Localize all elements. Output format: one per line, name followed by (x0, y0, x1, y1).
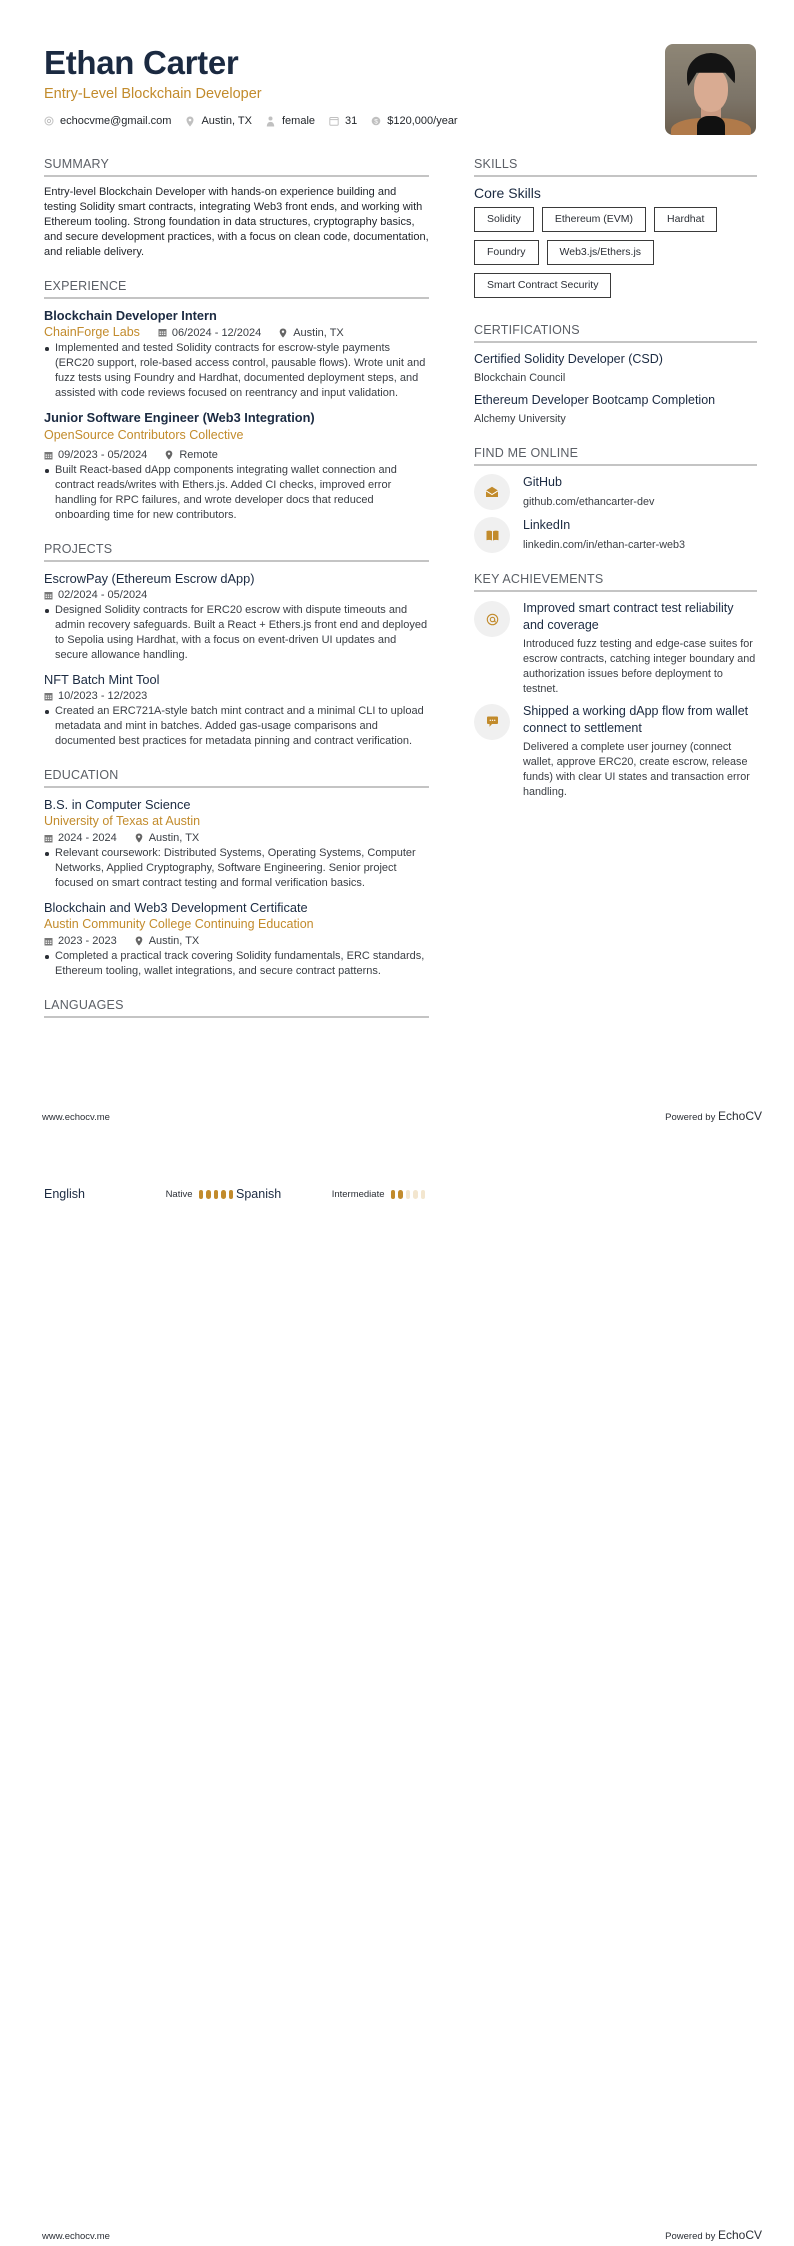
page-footer (42, 2228, 762, 2242)
section-heading: CERTIFICATIONS (474, 322, 757, 343)
section-heading: SKILLS (474, 156, 757, 177)
skill-chip: Ethereum (EVM) (542, 207, 646, 232)
job-dates: 06/2024 - 12/2024 (158, 325, 261, 341)
section-heading: KEY ACHIEVEMENTS (474, 571, 757, 592)
achievement-desc: Introduced fuzz testing and edge-case suites for escrow contracts, catching integer boundary and authorization issues before deployment to testnet. (523, 638, 756, 695)
section-heading: FIND ME ONLINE (474, 445, 757, 466)
company-name: OpenSource Contributors Collective (44, 428, 244, 442)
footer-powered-by: Powered by EchoCV (665, 1109, 762, 1123)
candidate-title: Entry-Level Blockchain Developer (44, 86, 262, 102)
project-name: NFT Batch Mint Tool (44, 672, 160, 687)
language-item (44, 1187, 236, 1201)
footer-brand[interactable]: EchoCV (717, 1109, 762, 1123)
section-heading: SUMMARY (44, 156, 429, 177)
online-github[interactable] (474, 474, 757, 510)
chat-bubble-icon (474, 704, 510, 740)
at-icon (44, 116, 54, 126)
language-name: Spanish (236, 1187, 282, 1201)
online-linkedin[interactable] (474, 517, 757, 553)
location-pin-icon (185, 116, 195, 126)
skill-chip: Hardhat (654, 207, 717, 232)
language-level: Native (165, 1188, 193, 1200)
project-entry (44, 570, 429, 663)
contact-gender (266, 115, 315, 127)
education-dates: 2023 - 2023 (44, 933, 117, 949)
job-title: Junior Software Engineer (Web3 Integration) (44, 410, 315, 425)
skill-chip: Web3.js/Ethers.js (547, 240, 655, 265)
project-dates: 10/2023 - 12/2023 (44, 688, 147, 704)
online-site-name: LinkedIn (523, 518, 571, 532)
calendar-icon (44, 834, 53, 843)
at-icon (474, 601, 510, 637)
svg-text:$: $ (374, 118, 379, 126)
left-column (44, 156, 429, 1036)
envelope-icon (474, 474, 510, 510)
contact-location-text: Austin, TX (201, 115, 252, 127)
language-name: English (44, 1187, 85, 1201)
certification-name: Certified Solidity Developer (CSD) (474, 352, 663, 366)
project-dates: 02/2024 - 05/2024 (44, 587, 147, 603)
calendar-icon (44, 692, 53, 701)
education-location: Austin, TX (135, 830, 200, 846)
experience-section (44, 278, 429, 523)
languages-section (44, 997, 429, 1018)
education-bullets: Completed a practical track covering Solidity fundamentals, ERC standards, Ethereum tooling, wallet integrations, and secure contract patterns. (44, 949, 429, 979)
location-pin-icon (135, 936, 144, 946)
achievements-section (474, 571, 757, 800)
school-name: University of Texas at Austin (44, 814, 201, 828)
book-icon (474, 517, 510, 553)
job-title: Blockchain Developer Intern (44, 308, 217, 323)
profile-photo (665, 44, 756, 135)
candidate-name: Ethan Carter (44, 44, 239, 81)
certification-name: Ethereum Developer Bootcamp Completion (474, 393, 716, 407)
certification-item (474, 351, 757, 386)
achievement-item (474, 600, 757, 697)
job-dates: 09/2023 - 05/2024 (44, 447, 147, 463)
contact-email[interactable] (44, 115, 171, 127)
skills-section (474, 156, 757, 306)
job-bullets: Built React-based dApp components integrating wallet connection and contract reads/writes with Ethers.js. Added CI checks, improved error handling for RPC failures, and wrote developer docs that reduced onboarding time for new contributors. (44, 463, 429, 523)
contact-salary-text: $120,000/year (387, 115, 458, 127)
summary-text: Entry-level Blockchain Developer with hands-on experience building and testing Solidity smart contracts, integrating Web3 front ends, and working with Ethereum tooling. Strong foundation in data structures, cryptography basics, and secure development practices, with a focus on clean code, documentation, and reliable delivery. (44, 186, 429, 258)
dollar-icon (371, 116, 381, 126)
education-bullets: Relevant coursework: Distributed Systems, Operating Systems, Computer Networks, Applied Cryptography, Software Engineering. Senior project focused on smart contract testing and formal verification basics. (44, 846, 429, 891)
language-item (236, 1187, 428, 1201)
company-name: ChainForge Labs (44, 325, 140, 339)
skill-chip: Foundry (474, 240, 539, 265)
footer-powered-by: Powered by EchoCV (665, 2228, 762, 2242)
contact-email-text: echocvme@gmail.com (60, 115, 172, 127)
calendar-icon (44, 937, 53, 946)
skill-chips (474, 207, 757, 306)
summary-section (44, 156, 429, 260)
page-footer (42, 1109, 762, 1123)
contact-row (44, 115, 644, 127)
location-pin-icon (135, 833, 144, 843)
online-site-name: GitHub (523, 475, 562, 489)
section-heading: PROJECTS (44, 541, 429, 562)
project-bullets: Designed Solidity contracts for ERC20 escrow with dispute timeouts and admin recovery safeguards. Built a React + Ethers.js front end and deployed to Sepolia using Hardhat, with a focus on event-driven UI updates and secure allowance handling. (44, 603, 429, 663)
skill-chip: Smart Contract Security (474, 273, 611, 298)
person-icon (266, 116, 276, 126)
language-proficiency-dots (391, 1190, 429, 1199)
education-section (44, 767, 429, 979)
section-heading: EXPERIENCE (44, 278, 429, 299)
certification-item (474, 392, 757, 427)
resume-page-2 (0, 1123, 794, 2246)
online-site-url[interactable]: linkedin.com/in/ethan-carter-web3 (523, 539, 686, 551)
education-location: Austin, TX (135, 933, 200, 949)
certifications-section (474, 322, 757, 427)
experience-entry (44, 409, 429, 523)
skill-chip: Solidity (474, 207, 534, 232)
certification-issuer: Blockchain Council (474, 372, 566, 384)
footer-site-link[interactable]: www.echocv.me (42, 1112, 110, 1123)
skills-group-title: Core Skills (474, 185, 541, 201)
experience-entry (44, 307, 429, 401)
achievement-title: Shipped a working dApp flow from wallet connect to settlement (523, 704, 749, 735)
footer-brand[interactable]: EchoCV (717, 2228, 762, 2242)
degree: Blockchain and Web3 Development Certificate (44, 900, 308, 915)
certification-issuer: Alchemy University (474, 413, 566, 425)
language-proficiency-dots (199, 1190, 237, 1199)
job-location: Remote (165, 447, 218, 463)
projects-section (44, 541, 429, 749)
school-name: Austin Community College Continuing Education (44, 917, 314, 931)
footer-site-link[interactable]: www.echocv.me (42, 2231, 110, 2242)
achievement-item (474, 703, 757, 800)
contact-location (185, 115, 252, 127)
languages-list (44, 1187, 429, 1201)
section-heading: EDUCATION (44, 767, 429, 788)
right-column (474, 156, 757, 818)
language-level: Intermediate (331, 1188, 385, 1200)
job-location: Austin, TX (279, 325, 344, 341)
contact-gender-text: female (281, 115, 316, 127)
degree: B.S. in Computer Science (44, 797, 191, 812)
resume-header (44, 44, 644, 127)
contact-age-text: 31 (345, 115, 358, 127)
section-heading: LANGUAGES (44, 997, 429, 1018)
location-pin-icon (165, 450, 174, 460)
calendar-icon (44, 591, 53, 600)
calendar-icon (329, 116, 339, 126)
contact-salary (371, 115, 457, 127)
online-section (474, 445, 757, 553)
project-entry (44, 671, 429, 749)
education-dates: 2024 - 2024 (44, 830, 117, 846)
online-site-url[interactable]: github.com/ethancarter-dev (523, 496, 655, 508)
calendar-icon (44, 451, 53, 460)
project-bullets: Created an ERC721A-style batch mint contract and a minimal CLI to upload metadata and mint in batches. Added gas-usage comparisons and documented best practices for metadata pinning and contract verification. (44, 704, 429, 749)
achievement-title: Improved smart contract test reliability and coverage (523, 601, 734, 632)
achievement-desc: Delivered a complete user journey (connect wallet, approve ERC20, create escrow, release funds) with clear UI states and transaction error handling. (523, 741, 750, 798)
job-bullets: Implemented and tested Solidity contracts for escrow-style payments (ERC20 support, role-based access control, pausable flows). Wrote unit and fuzz tests using Foundry and Hardhat, documented deployment steps, and assisted with code reviews focused on reentrancy and input validation. (44, 341, 429, 401)
education-entry (44, 899, 429, 979)
education-entry (44, 796, 429, 891)
calendar-icon (158, 328, 167, 337)
project-name: EscrowPay (Ethereum Escrow dApp) (44, 571, 255, 586)
location-pin-icon (279, 328, 288, 338)
contact-age (329, 115, 357, 127)
